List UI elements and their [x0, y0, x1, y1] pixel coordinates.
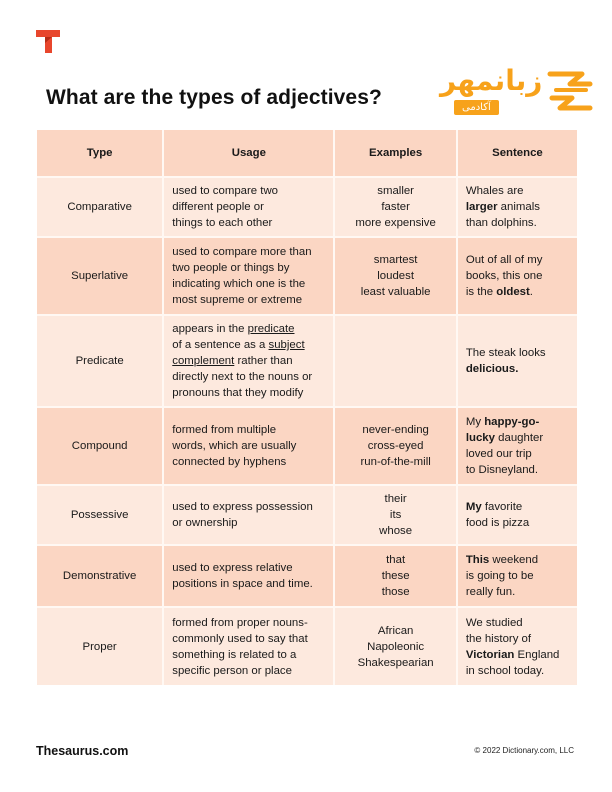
cell-examples: never-ending cross-eyed run-of-the-mill: [334, 407, 456, 485]
cell-type: Compound: [37, 407, 163, 485]
table-row: [37, 545, 577, 607]
adjective-types-table: [37, 130, 577, 685]
cell-sentence: We studied the history of Victorian England in school today.: [457, 607, 577, 685]
cell-usage: used to compare two different people or things to each other: [163, 177, 334, 237]
cell-type: Predicate: [37, 315, 163, 407]
cell-examples: their its whose: [334, 485, 456, 545]
link-predicate[interactable]: predicate: [247, 323, 295, 335]
cell-usage: used to express relative positions in space and time.: [163, 545, 334, 607]
cell-sentence: My happy-go- lucky daughter loved our trip to Disneyland.: [457, 407, 577, 485]
header-type: Type: [37, 130, 163, 177]
cell-usage: formed from proper nouns- commonly used to say that something is related to a specific person or place: [163, 607, 334, 685]
cell-usage: appears in the predicate of a sentence as a subject complement rather than directly next to the nouns or pronouns that they modify: [163, 315, 334, 407]
cell-examples: smartest loudest least valuable: [334, 237, 456, 315]
brand-swoosh-icon: [542, 66, 598, 116]
table-row: [37, 485, 577, 545]
cell-sentence: Out of all of my books, this one is the oldest.: [457, 237, 577, 315]
page-title: What are the types of adjectives?: [46, 86, 382, 109]
cell-examples: that these those: [334, 545, 456, 607]
cell-usage: formed from multiple words, which are usually connected by hyphens: [163, 407, 334, 485]
cell-type: Superlative: [37, 237, 163, 315]
cell-usage: used to express possession or ownership: [163, 485, 334, 545]
footer-brand: Thesaurus.com: [36, 744, 129, 758]
cell-usage: used to compare more than two people or things by indicating which one is the most supreme or extreme: [163, 237, 334, 315]
header-usage: Usage: [163, 130, 334, 177]
cell-examples: [334, 315, 456, 407]
footer-copyright: © 2022 Dictionary.com, LLC: [474, 746, 574, 755]
zabanmehr-logo: [438, 64, 598, 122]
cell-type: Demonstrative: [37, 545, 163, 607]
table-header-row: [37, 130, 577, 177]
cell-sentence: The steak looks delicious.: [457, 315, 577, 407]
thesaurus-logo-icon: [34, 26, 64, 56]
brand-subtitle: آکادمی: [454, 100, 499, 115]
cell-sentence: My favorite food is pizza: [457, 485, 577, 545]
table-row: [37, 315, 577, 407]
table-row: [37, 607, 577, 685]
cell-type: Proper: [37, 607, 163, 685]
table-row: [37, 407, 577, 485]
cell-type: Comparative: [37, 177, 163, 237]
cell-examples: smaller faster more expensive: [334, 177, 456, 237]
table-row: [37, 177, 577, 237]
cell-sentence: This weekend is going to be really fun.: [457, 545, 577, 607]
cell-type: Possessive: [37, 485, 163, 545]
header-examples: Examples: [334, 130, 456, 177]
brand-name: زبانمهر: [440, 64, 543, 97]
header-sentence: Sentence: [457, 130, 577, 177]
cell-sentence: Whales are larger animals than dolphins.: [457, 177, 577, 237]
cell-examples: African Napoleonic Shakespearian: [334, 607, 456, 685]
link-subject-complement[interactable]: subject: [268, 339, 305, 351]
table-row: [37, 237, 577, 315]
